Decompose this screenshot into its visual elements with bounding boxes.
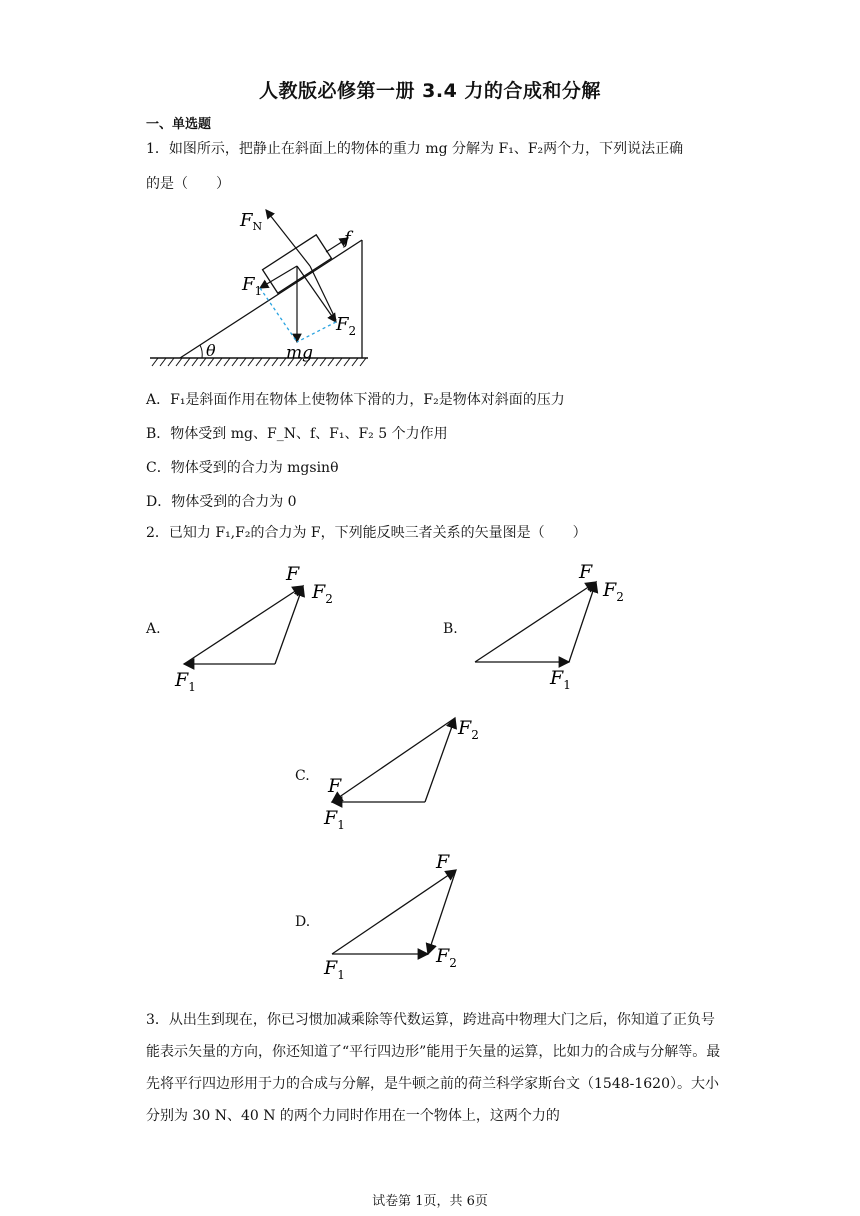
b-F2-sub: 2 bbox=[616, 590, 624, 604]
q2-diagram-c bbox=[318, 706, 498, 846]
q2-option-d-letter: D. bbox=[295, 914, 311, 930]
a-F-label: F bbox=[286, 563, 300, 585]
d-F-label: F bbox=[436, 851, 450, 873]
q1-option-d: D．物体受到的合力为 0 bbox=[146, 494, 297, 510]
b-F1-label: F bbox=[550, 667, 564, 689]
f2-sub: 2 bbox=[348, 324, 357, 338]
a-F1-label: F bbox=[175, 669, 189, 691]
f2-label: F bbox=[336, 314, 349, 335]
c-F1-label: F bbox=[324, 807, 338, 829]
q2-diagram-d bbox=[318, 848, 498, 988]
c-F2-label: F bbox=[458, 717, 472, 739]
q2-option-a-letter: A. bbox=[146, 621, 161, 637]
q1-stem-line1: 1．如图所示，把静止在斜面上的物体的重力 mg 分解为 F₁、F₂两个力，下列说法正确 bbox=[146, 141, 684, 157]
svg-text:F2 bbox=[602, 579, 624, 604]
q1-stem-line2: 的是（ ） bbox=[146, 176, 230, 192]
svg-text:F1 bbox=[323, 957, 345, 982]
q1-option-b: B．物体受到 mg、F_N、f、F₁、F₂ 5 个力作用 bbox=[146, 426, 448, 442]
svg-text:F1 bbox=[241, 274, 262, 298]
q2-diagram-a bbox=[170, 560, 350, 700]
svg-text:FN bbox=[239, 210, 263, 233]
page-footer: 试卷第 1页，共 6页 bbox=[372, 1194, 488, 1209]
f1-label: F bbox=[242, 274, 255, 295]
q1-option-a: A．F₁是斜面作用在物体上使物体下滑的力，F₂是物体对斜面的压力 bbox=[146, 392, 565, 408]
page-title: 人教版必修第一册 3.4 力的合成和分解 bbox=[259, 80, 601, 102]
d-F1-sub: 1 bbox=[337, 968, 345, 982]
c-F-label: F bbox=[328, 775, 342, 797]
fn-label: F bbox=[240, 210, 253, 231]
c-F2-sub: 2 bbox=[471, 728, 479, 742]
d-F1-label: F bbox=[324, 957, 338, 979]
d-F2-label: F bbox=[436, 945, 450, 967]
a-F1-sub: 1 bbox=[188, 680, 196, 694]
mg-label: mg bbox=[286, 343, 314, 363]
b-F2-label: F bbox=[603, 579, 617, 601]
fn-sub: N bbox=[252, 220, 263, 233]
q2-stem: 2．已知力 F₁,F₂的合力为 F，下列能反映三者关系的矢量图是（ ） bbox=[146, 525, 587, 541]
svg-text:F2 bbox=[311, 581, 333, 606]
svg-text:F1 bbox=[549, 667, 571, 692]
a-F2-label: F bbox=[312, 581, 326, 603]
theta-label: θ bbox=[206, 341, 216, 360]
a-F2-sub: 2 bbox=[325, 592, 333, 606]
q2-option-c-letter: C. bbox=[295, 768, 310, 784]
q2-diagram-b bbox=[465, 556, 645, 696]
f1-sub: 1 bbox=[254, 284, 263, 298]
q3-stem: 3．从出生到现在，你已习惯加减乘除等代数运算，跨进高中物理大门之后，你知道了正负号能表示矢量的方向，你还知道了“平行四边形”能用于矢量的运算，比如力的合成与分解等。最先将平行四边形用于力的合成与分解，是牛顿之前的荷兰科学家斯台文（1548-1620）。大小分别为 30 N、40 N 的两个力同时作用在一个物体上，这两个力的 bbox=[146, 1012, 721, 1124]
svg-text:F2 bbox=[335, 314, 356, 338]
svg-text:F2 bbox=[457, 717, 479, 742]
q1-incline-figure bbox=[140, 200, 380, 380]
svg-text:F1 bbox=[323, 807, 345, 832]
c-F1-sub: 1 bbox=[337, 818, 345, 832]
q2-option-b-letter: B. bbox=[443, 621, 458, 637]
f-label: f bbox=[344, 228, 351, 249]
b-F1-sub: 1 bbox=[563, 678, 571, 692]
d-F2-sub: 2 bbox=[449, 956, 457, 970]
svg-text:F2 bbox=[435, 945, 457, 970]
b-F-label: F bbox=[579, 561, 593, 583]
svg-text:F1 bbox=[174, 669, 196, 694]
q1-option-c: C．物体受到的合力为 mgsinθ bbox=[146, 460, 339, 476]
section-heading: 一、单选题 bbox=[146, 117, 212, 132]
